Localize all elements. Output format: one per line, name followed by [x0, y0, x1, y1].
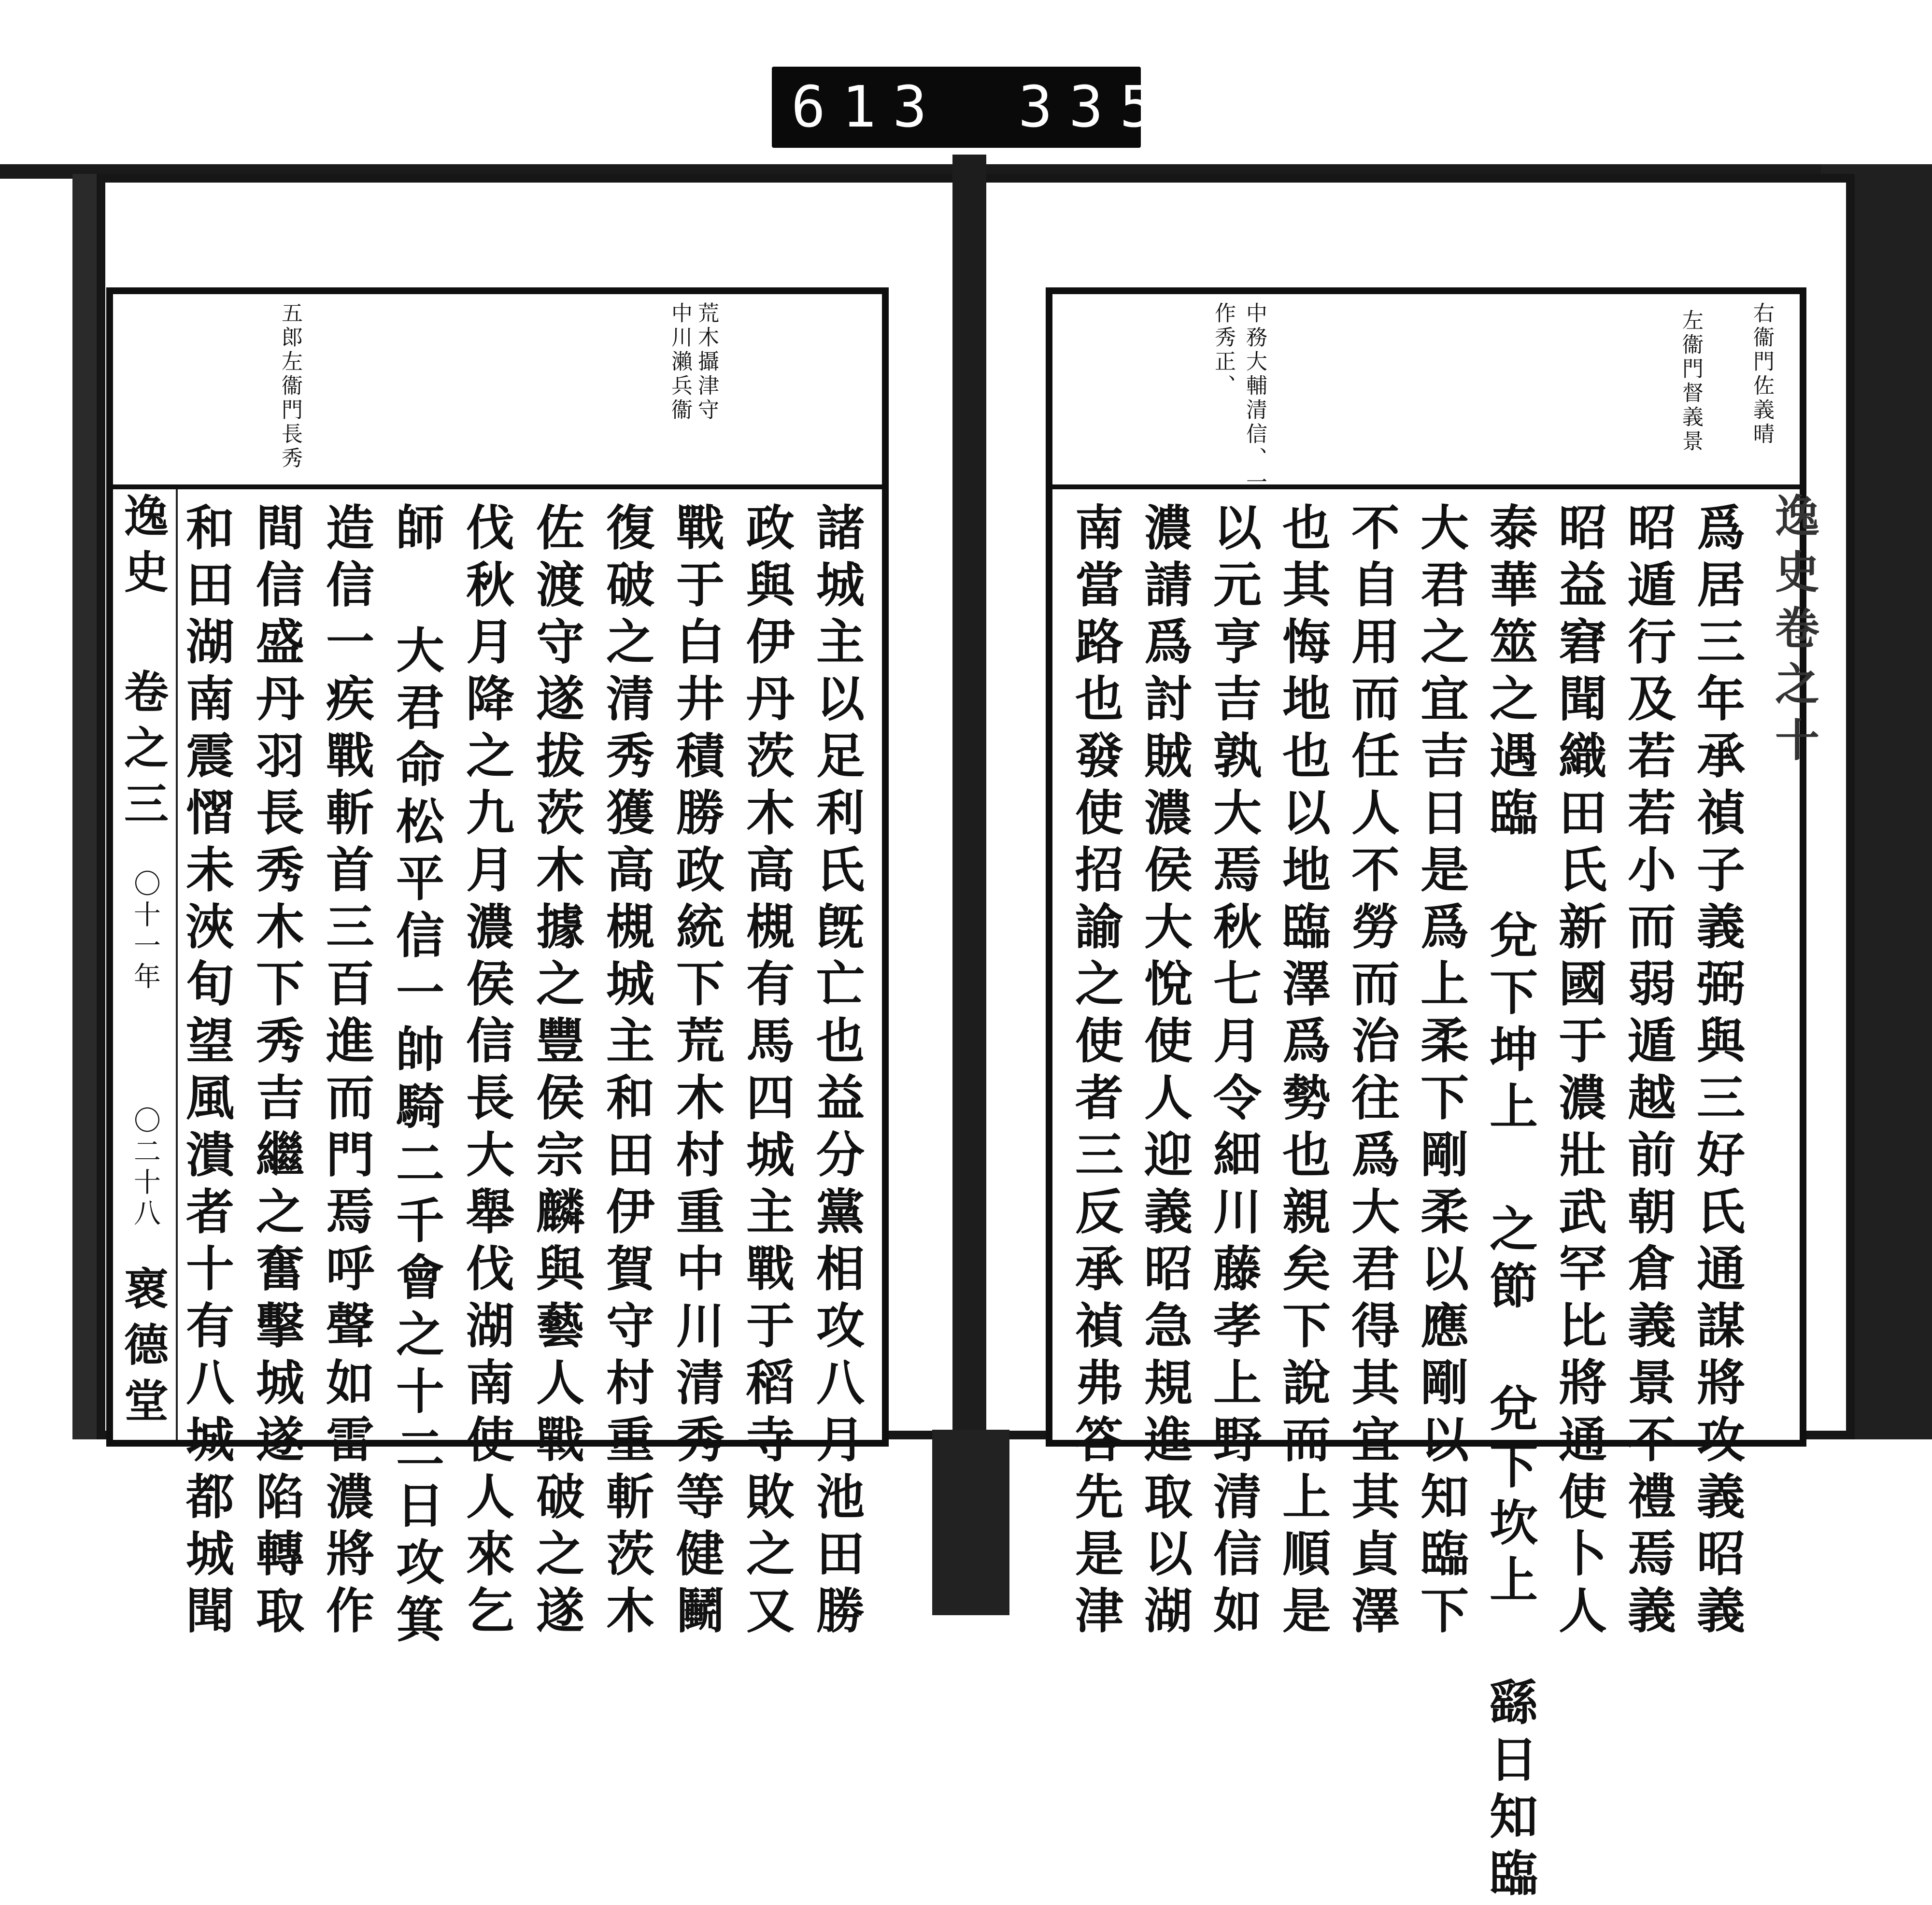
left-headnote-3: 五郎左衞門長秀	[278, 302, 302, 471]
left-margin-publisher: 褱德堂	[117, 1265, 169, 1434]
right-headnote-4: 作秀正、	[1211, 302, 1236, 398]
left-headnote-1: 荒木攝津守	[694, 302, 719, 423]
left-col-10: 和田湖南震慴未浹旬望風潰者十有八城都城聞	[178, 502, 235, 1642]
right-col-10: 南當路也發使招諭之使者三反承禎弗答先是津	[1067, 502, 1124, 1642]
right-col-9: 濃請爲討賊濃侯大悅使人迎義昭急規進取以湖	[1136, 502, 1193, 1642]
left-col-1: 諸城主以足利氏旣亡也益分黨相攻八月池田勝	[808, 502, 865, 1642]
left-col-6: 伐秋月降之九月濃侯信長大舉伐湖南使人來乞	[458, 502, 515, 1642]
right-col-7: 也其悔地也以地臨澤爲勢也親矣下說而上順是	[1274, 502, 1331, 1642]
right-col-8: 以元亨吉孰大焉秋七月令細川藤孝上野清信如	[1205, 502, 1262, 1642]
book-spine-bottom	[932, 1430, 1009, 1615]
left-col-8: 造信一疾戰斬首三百進而門焉呼聲如雷濃將作	[318, 502, 375, 1642]
right-margin-title: 逸史卷之十	[1768, 493, 1820, 773]
left-col-4: 復破之清秀獲高槻城主和田伊賀守村重斬茨木	[598, 502, 655, 1642]
right-headnote-2: 左衞門督義景	[1678, 309, 1703, 454]
right-col-1: 爲居三年承禎子義弼與三好氏通謀將攻義昭義	[1689, 502, 1746, 1642]
left-headnote-2: 中川瀨兵衞	[668, 302, 692, 423]
left-col-9: 間信盛丹羽長秀木下秀吉繼之奮擊城遂陷轉取	[248, 502, 305, 1642]
right-col-5: 大君之宜吉日是爲上柔下剛柔以應剛以知臨下	[1412, 502, 1469, 1642]
left-col-7: 師 大君命松平信一帥騎二千會之十二日攻箕	[388, 502, 445, 1651]
right-headnote-rule	[1052, 484, 1800, 489]
left-col-2: 政與伊丹茨木高槻有馬四城主戰于稻寺敗之又	[738, 502, 795, 1642]
book-spine	[952, 155, 986, 1615]
right-col-2: 昭遁行及若若小而弱遁越前朝倉義景不禮焉義	[1619, 502, 1676, 1642]
right-headnote-3: 中務大輔清信、一	[1242, 302, 1267, 495]
right-col-6: 不自用而任人不勞而治往爲大君得其宜其貞澤	[1343, 502, 1400, 1642]
left-col-5: 佐渡守遂拔茨木據之豐侯宗麟與藝人戰破之遂	[528, 502, 585, 1642]
left-margin-title: 逸史 卷之三	[117, 493, 169, 837]
left-col-3: 戰于白井積勝政統下荒木村重中川清秀等健鬭	[668, 502, 725, 1642]
film-number-left: 613	[791, 73, 944, 140]
right-col-4: 泰華筮之遇臨 兌下坤上 之節 兌下坎上 繇日知臨	[1481, 502, 1538, 1905]
film-number-right: 335	[1018, 73, 1171, 140]
right-col-3: 昭益窘聞織田氏新國于濃壯武罕比將通使卜人	[1550, 502, 1607, 1642]
left-headnote-rule	[113, 484, 882, 489]
film-id-label	[772, 67, 1171, 148]
left-margin-year: 〇十一年	[129, 869, 161, 993]
right-headnote-1: 右衞門佐義晴	[1749, 302, 1774, 447]
left-margin-page: 〇二十八	[129, 1106, 161, 1230]
